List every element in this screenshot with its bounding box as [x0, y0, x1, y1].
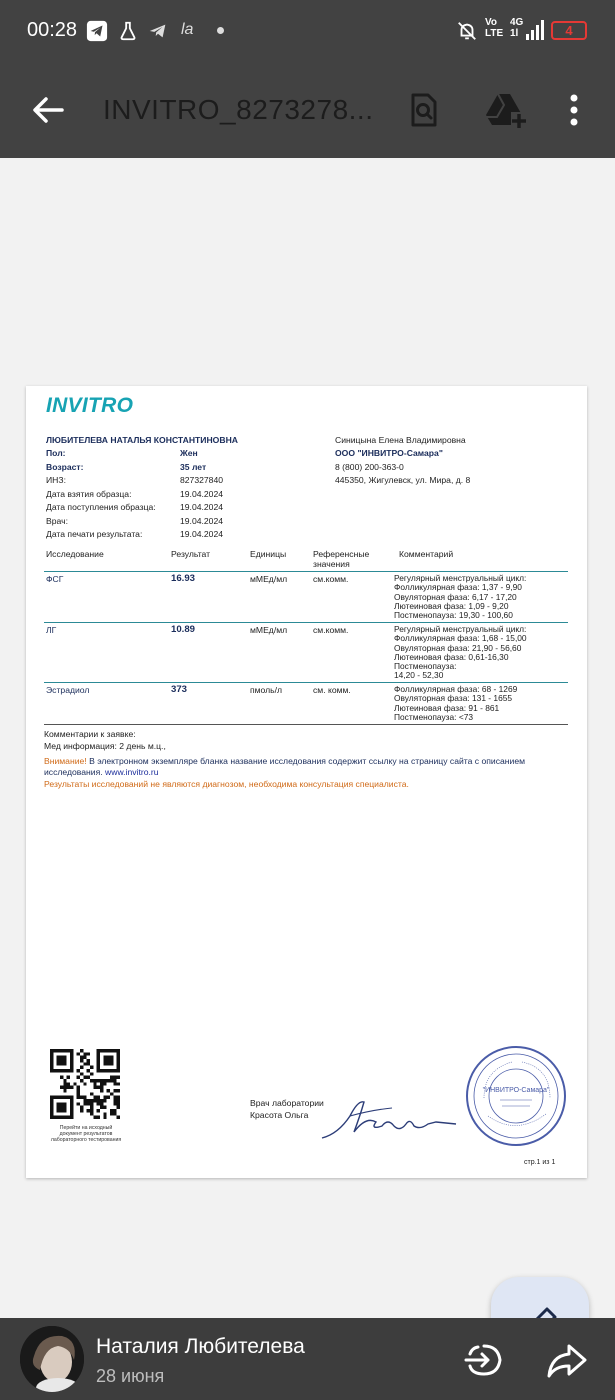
patient-value-doctor: 19.04.2024: [180, 516, 224, 526]
header-comment: Комментарий: [399, 549, 454, 559]
patient-value-age: 35 лет: [180, 462, 207, 472]
network-type-bottom: 1l: [510, 28, 519, 39]
signature: [320, 1086, 460, 1146]
row-lh-test[interactable]: ЛГ: [46, 625, 57, 635]
qr-caption: [46, 1125, 126, 1144]
patient-label-print-date: Дата печати результата:: [46, 529, 143, 539]
network-type-top: 4G: [510, 17, 524, 28]
comment-line: Постменопауза: <73: [394, 711, 474, 722]
qr-caption-line: лабораторного тестирования: [50, 1137, 122, 1144]
attention-text-2: исследования.: [44, 767, 106, 777]
row-fsh-test[interactable]: ФСГ: [46, 574, 64, 584]
table-divider: [44, 622, 568, 623]
row-fsh-comment: [394, 574, 526, 620]
signal-icon: [524, 19, 544, 41]
lab-company: ООО "ИНВИТРО-Самара": [335, 448, 443, 458]
network-type: [510, 17, 523, 39]
app-bar: [0, 62, 615, 158]
attention-text: В электронном экземпляре бланка название исследования содержит ссылку на страницу сайта с описанием: [86, 756, 526, 766]
patient-value-sex: Жен: [180, 448, 198, 458]
table-divider: [44, 724, 568, 725]
patient-label-receipt-date: Дата поступления образца:: [46, 502, 156, 512]
avatar[interactable]: [20, 1326, 84, 1392]
row-estradiol-reference: см. комм.: [313, 685, 351, 695]
attention-note-2: [44, 767, 159, 777]
comment-line: Овуляторная фаза: 6,17 - 17,20: [394, 591, 517, 602]
invitro-logo: INVITRO: [46, 394, 134, 417]
comment-line: Фолликулярная фаза: 1,37 - 9,90: [394, 582, 522, 593]
comment-line: Постменопауза: 19,30 - 100,60: [394, 610, 513, 621]
table-divider: [44, 571, 568, 572]
row-lh-units: мМЕд/мл: [250, 625, 288, 635]
row-estradiol-comment: [394, 685, 517, 722]
patient-value-receipt-date: 19.04.2024: [180, 502, 224, 512]
comment-line: 14,20 - 52,30: [394, 670, 444, 681]
bottom-bar: [0, 1318, 615, 1400]
document-search-icon[interactable]: [404, 90, 444, 130]
comment-line: Постменопауза:: [394, 661, 457, 672]
header-reference-1: Референсные: [313, 549, 370, 559]
site-link[interactable]: www.invitro.ru: [105, 767, 159, 777]
header-test: Исследование: [46, 549, 104, 559]
row-lh-result: 10.89: [171, 624, 196, 635]
row-fsh-units: мМЕд/мл: [250, 574, 288, 584]
comment-line: Лютеиновая фаза: 91 - 861: [394, 702, 500, 713]
telegram-icon: [86, 20, 108, 42]
header-units: Единицы: [250, 549, 287, 559]
volte-bottom: LTE: [485, 28, 504, 39]
page-number: стр.1 из 1: [524, 1159, 556, 1166]
comment-line: Фолликулярная фаза: 68 - 1269: [394, 684, 518, 694]
row-lh-comment: [394, 625, 527, 681]
share-icon[interactable]: [545, 1340, 589, 1380]
comment-line: Регулярный менструальный цикл:: [394, 624, 527, 634]
patient-value-sample-date: 19.04.2024: [180, 489, 224, 499]
patient-label-inz: ИНЗ:: [46, 475, 66, 485]
row-fsh-result: 16.93: [171, 573, 196, 584]
mute-icon: [456, 20, 478, 42]
document-title: INVITRO_8273278...: [103, 94, 374, 125]
disclaimer: Результаты исследований не являются диагнозом, необходима консультация специалиста.: [44, 779, 409, 789]
sender-name: Наталия Любителева: [96, 1335, 305, 1358]
row-lh-reference: см.комм.: [313, 625, 349, 635]
go-to-message-icon[interactable]: [462, 1340, 506, 1380]
med-info: Мед информация: 2 день м.ц.,: [44, 741, 166, 751]
stamp-text: "ИНВИТРО-Самара": [482, 1087, 550, 1094]
document-page[interactable]: [26, 386, 587, 1178]
patient-name: ЛЮБИТЕЛЕВА НАТАЛЬЯ КОНСТАНТИНОВНА: [46, 435, 238, 445]
comment-line: Лютеиновая фаза: 0,61-16,30: [394, 651, 509, 662]
telegram-icon: [147, 20, 169, 42]
avatar-photo: [20, 1326, 84, 1392]
flask-icon: [117, 20, 139, 42]
volte-indicator: [485, 17, 503, 39]
comment-line: Регулярный менструальный цикл:: [394, 573, 527, 583]
qr-code[interactable]: [50, 1049, 120, 1119]
qr-caption-line: документ результатов: [59, 1131, 113, 1138]
back-arrow-icon[interactable]: [28, 90, 68, 130]
more-vert-icon[interactable]: [562, 90, 586, 130]
patient-label-sex: Пол:: [46, 448, 66, 458]
patient-label-doctor: Врач:: [46, 516, 68, 526]
comment-line: Овуляторная фаза: 21,90 - 56,60: [394, 642, 522, 653]
qr-caption-line: Перейти на исходный: [59, 1125, 113, 1131]
battery-icon: 4: [551, 21, 587, 40]
row-fsh-reference: см.комм.: [313, 574, 349, 584]
table-divider: [44, 682, 568, 683]
volte-top: Vo: [485, 17, 498, 28]
header-result: Результат: [171, 549, 211, 559]
patient-label-sample-date: Дата взятия образца:: [46, 489, 132, 499]
lab-doctor: Синицына Елена Владимировна: [335, 435, 466, 445]
status-bar: [0, 0, 615, 62]
patient-value-inz: 827327840: [180, 475, 224, 485]
attention-label: Внимание!: [44, 756, 87, 766]
comment-line: Фолликулярная фаза: 1,68 - 15,00: [394, 633, 527, 644]
patient-value-print-date: 19.04.2024: [180, 529, 224, 539]
row-estradiol-units: пмоль/л: [250, 685, 283, 695]
comments-label: Комментарии к заявке:: [44, 729, 136, 739]
header-reference-2: значения: [313, 559, 350, 569]
drive-add-icon[interactable]: [483, 88, 527, 132]
dot-icon: [217, 27, 224, 34]
attention-note: [44, 756, 525, 766]
signer-name: Красота Ольга: [250, 1110, 309, 1120]
status-time: 00:28: [27, 19, 78, 41]
patient-label-age: Возраст:: [46, 462, 84, 472]
lab-address: 445350, Жигулевск, ул. Мира, д. 8: [335, 475, 471, 485]
sender-date: 28 июня: [96, 1366, 165, 1386]
comment-line: Лютеиновая фаза: 1,09 - 9,20: [394, 600, 509, 611]
signer-title: Врач лаборатории: [250, 1098, 324, 1108]
la-icon: la: [181, 21, 194, 38]
lab-phone: 8 (800) 200-363-0: [335, 462, 404, 472]
row-estradiol-test[interactable]: Эстрадиол: [46, 685, 90, 695]
company-stamp: [464, 1044, 568, 1148]
comment-line: Овуляторная фаза: 131 - 1655: [394, 693, 513, 704]
row-estradiol-result: 373: [171, 684, 188, 695]
